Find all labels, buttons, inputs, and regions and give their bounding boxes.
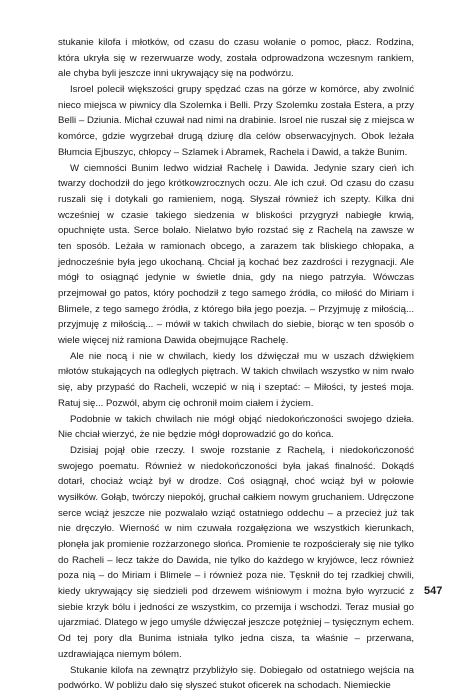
paragraph-5: Podobnie w takich chwilach nie mógł objąć niedokończoności swojego dzieła. Nie chciał wierzyć, że nie będzie mógł doprowadzić go do końca.	[58, 413, 414, 441]
paragraph-1: stukanie kilofa i młotków, od czasu do czasu wołanie o pomoc, płacz. Rodzina, która ukryła się w rezerwuarze wody, została odprowadzona wczesnym rankiem, ale chyba byli jeszcze inni ukrywający się na podwórzu.	[58, 37, 414, 80]
paragraph-2: Isroel polecił większości grupy spędzać czas na górze w komórce, aby zwolnić nieco miejsca w piwnicy dla Szolemka i Belli. Przy Szolemku została Estera, a przy Belli – Dziunia. Michał czuwał nad nimi na drabinie. Isroel nie ruszał się z miejsca w komórce, gdzie wygrzebał drugą dziurę dla celów obserwacyjnych. Obok leżała Błumcia Ejbuszyc, chłopcy – Szlamek i Abramek, Rachela i Dawid, a także Bunim.	[58, 84, 414, 158]
page-body	[58, 35, 414, 694]
paragraph-7: Stukanie kilofa na zewnątrz przybliżyło się. Dobiegało od ostatniego wejścia na podwórko. W pobliżu dało się słyszeć stukot oficerek na schodach. Niemieckie	[58, 664, 414, 692]
paragraph-6: Dzisiaj pojął obie rzeczy. I swoje rozstanie z Rachelą, i niedokończoność swojego poematu. Również w niedokończoności była jakaś finalność. Dokądś dotarł, chociaż wciąż był w drodze. Coś osiągnął, choć wciąż był w połowie wysiłków. Gołąb, twórczy niepokój, gruchał całkiem nowym gruchaniem. Udręczone serce wciąż jeszcze nie pozwalało wziąć ostatniego oddechu – a przecież już tak nie dręczyło. Wierność w nim czuwała rozgałęziona we wszystkich kierunkach, płonęła jak promienie rozżarzonego słońca. Promienie te rozpościerały się nie tylko do Racheli – lecz także do Dawida, nie tylko do każdego w kryjówce, lecz również poza nią – do Miriam i Blimele – i również poza nie. Tęsknił do tej rzadkiej chwili, kiedy ukrywający się siedzieli pod drzewem wiśniowym i można było wyrzucić z siebie krzyk bólu i jedności ze wszystkim, co przemija i wschodzi. Teraz musiał go ujarzmiać. Dlatego w jego umyśle dźwięczał jeszcze potężniej – tysięcznym echem. Od tej pory dla Bunima istniała tylko jedna cisza, ta właśnie – przerwana, uzdrawiająca niemym bólem.	[58, 444, 414, 660]
paragraph-3: W ciemności Bunim ledwo widział Rachelę i Dawida. Jedynie szary cień ich twarzy dochodził do jego krótkowzrocznych oczu. Ale ich czuł. Od czasu do czasu ruszali się i dotykali go ramieniem, nogą. Słyszał również ich szepty. Kilka dni wcześniej w czasie takiego siedzenia w bliskości przygryzł nabiegłe krwią, opuchnięte usta. Serce bolało. Nielatwo było rozstać się z Rachelą na zawsze w ten sposób. Leżała w ramionach obcego, a zarazem tak bliskiego chłopaka, a jednocześnie była jego ukochaną. Chciał ją kochać bez zazdrości i rezygnacji. Ale mógł to osiągnąć jedynie w świetle dnia, gdy na niego patrzyła. Wówczas przejmował go patos, który pochodził z tego samego źródła, co miłość do Miriam i Blimele, z tego samego źródła, z którego biła jego poezja. – Przyjmuję z miłością... przyjmuję z miłością... – mówił w takich chwilach do siebie, biorąc w ten sposób o wiele więcej niż ramiona Dawida obejmujące Rachelę.	[58, 162, 414, 347]
paragraph-4: Ale nie nocą i nie w chwilach, kiedy los dźwięczał mu w uszach dźwiękiem młotów stukających na odległych piętrach. W takich chwilach wszystko w nim rwało się, aby przypaść do Racheli, wczepić w nią i szeptać: – Miłości, ty jesteś moja. Ratuj się... Pozwól, abym cię ochronił moim ciałem i życiem.	[58, 350, 414, 409]
page-number: 547	[424, 585, 443, 597]
